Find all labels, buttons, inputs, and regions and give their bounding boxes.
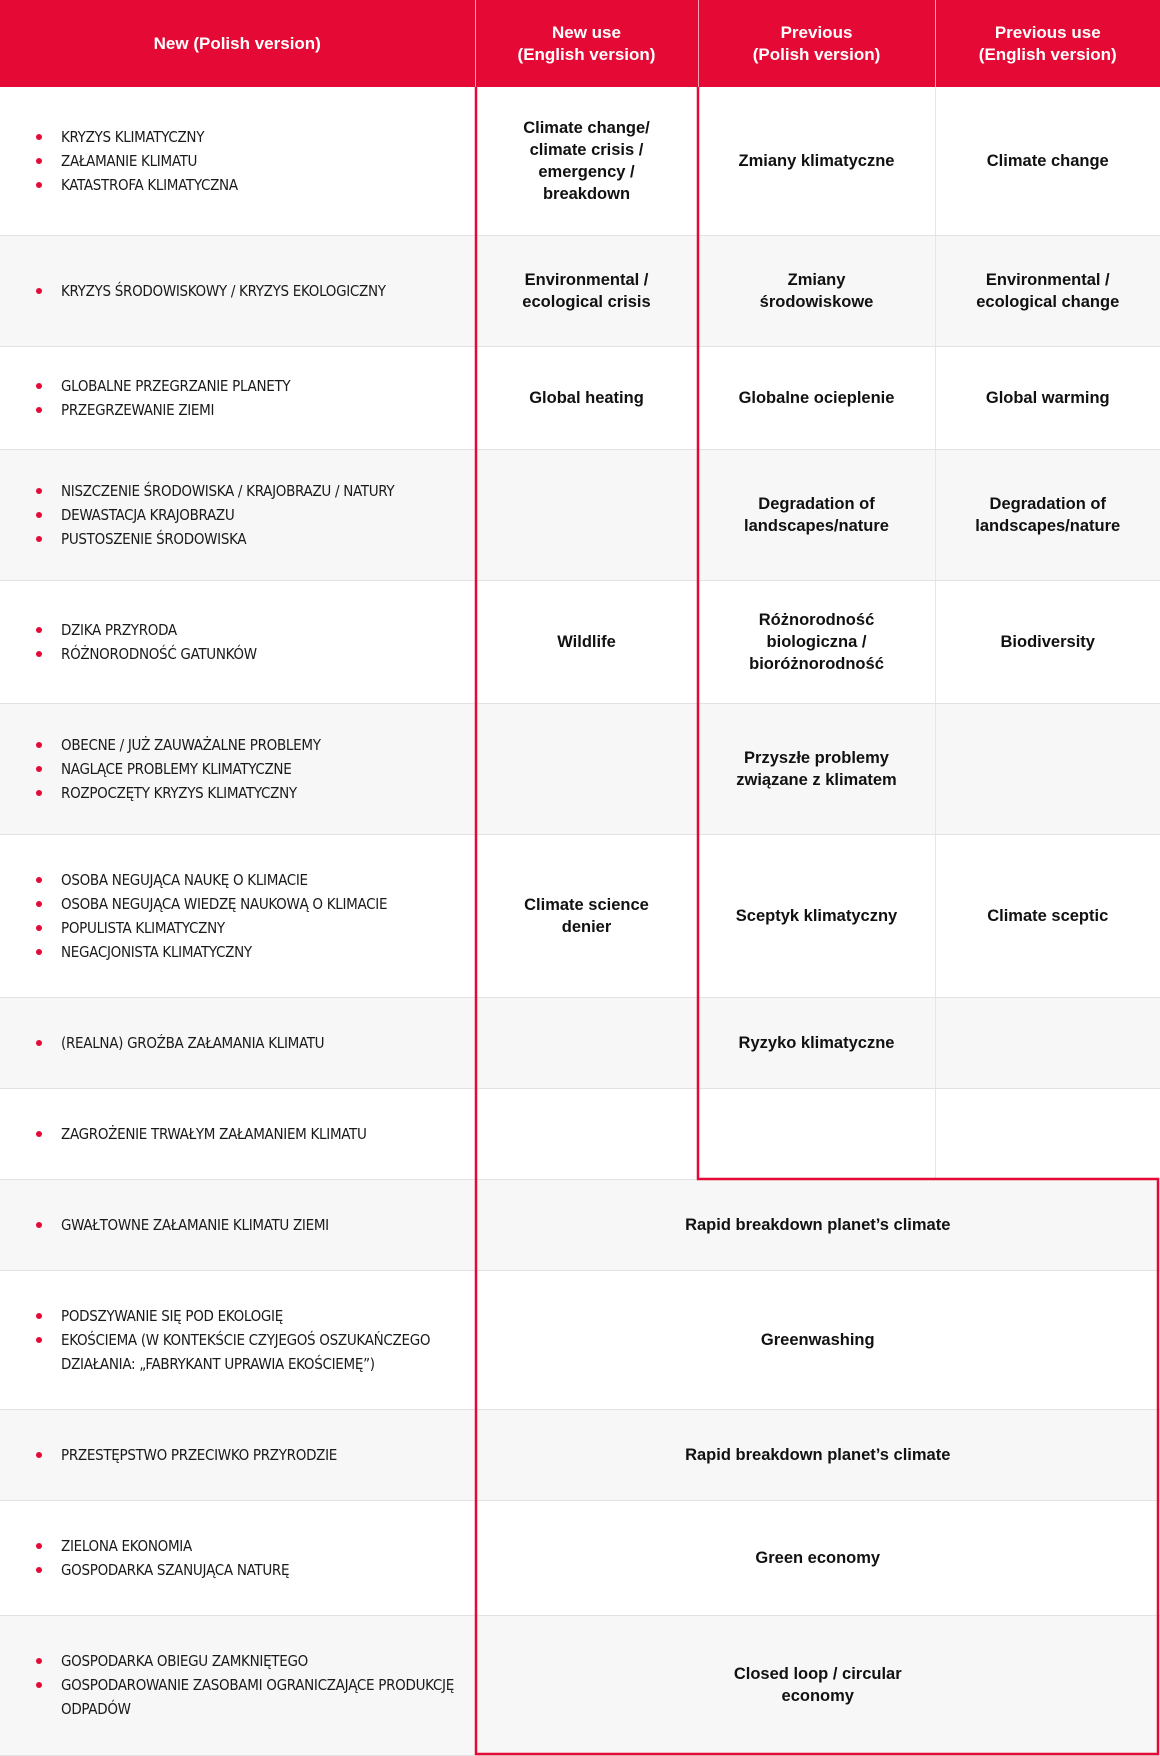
polish-term: NISZCZENIE ŚRODOWISKA / KRAJOBRAZU / NATURY xyxy=(36,479,461,503)
polish-terms-cell xyxy=(0,1088,475,1179)
previous-english-cell xyxy=(935,1088,1160,1179)
polish-terms-cell xyxy=(0,87,475,235)
merged-term-cell: Rapid breakdown planet’s climate xyxy=(475,1179,1160,1270)
polish-term: PRZEGRZEWANIE ZIEMI xyxy=(36,398,461,422)
polish-term: DZIKA PRZYRODA xyxy=(36,618,461,642)
polish-term: GWAŁTOWNE ZAŁAMANIE KLIMATU ZIEMI xyxy=(36,1213,461,1237)
polish-term: GOSPODARKA SZANUJĄCA NATURĘ xyxy=(36,1558,461,1582)
new-english-cell: Wildlife xyxy=(475,580,698,703)
table-row xyxy=(0,1409,1160,1500)
previous-polish-cell xyxy=(698,1088,935,1179)
previous-english-cell: Biodiversity xyxy=(935,580,1160,703)
polish-term: PRZESTĘPSTWO PRZECIWKO PRZYRODZIE xyxy=(36,1443,461,1467)
polish-terms-list xyxy=(36,1649,461,1721)
new-english-cell xyxy=(475,703,698,834)
merged-term-cell: Rapid breakdown planet’s climate xyxy=(475,1409,1160,1500)
new-english-cell xyxy=(475,449,698,580)
previous-english-cell xyxy=(935,703,1160,834)
polish-term: KRYZYS ŚRODOWISKOWY / KRYZYS EKOLOGICZNY xyxy=(36,279,461,303)
polish-term: NEGACJONISTA KLIMATYCZNY xyxy=(36,940,461,964)
polish-terms-list xyxy=(36,1213,461,1237)
new-english-cell: Global heating xyxy=(475,346,698,449)
previous-polish-cell: Przyszłe problemy związane z klimatem xyxy=(698,703,935,834)
polish-terms-cell xyxy=(0,1409,475,1500)
polish-term: RÓŻNORODNOŚĆ GATUNKÓW xyxy=(36,642,461,666)
polish-term: NAGLĄCE PROBLEMY KLIMATYCZNE xyxy=(36,757,461,781)
previous-english-cell: Climate change xyxy=(935,87,1160,235)
polish-terms-cell xyxy=(0,834,475,997)
header-previous-english: Previous use (English version) xyxy=(935,0,1160,87)
polish-terms-list xyxy=(36,733,461,805)
polish-term: KATASTROFA KLIMATYCZNA xyxy=(36,173,461,197)
polish-term: ZAŁAMANIE KLIMATU xyxy=(36,149,461,173)
polish-term: KRYZYS KLIMATYCZNY xyxy=(36,125,461,149)
polish-term: EKOŚCIEMA (W KONTEKŚCIE CZYJEGOŚ OSZUKAŃCZEGO DZIAŁANIA: „FABRYKANT UPRAWIA EKOŚCIEMĘ”) xyxy=(36,1328,461,1376)
header-new-english: New use (English version) xyxy=(475,0,698,87)
polish-term: OBECNE / JUŻ ZAUWAŻALNE PROBLEMY xyxy=(36,733,461,757)
polish-terms-list xyxy=(36,1031,461,1055)
table-row xyxy=(0,580,1160,703)
polish-terms-cell xyxy=(0,1179,475,1270)
previous-english-cell: Degradation of landscapes/nature xyxy=(935,449,1160,580)
polish-terms-list xyxy=(36,868,461,964)
table-row xyxy=(0,834,1160,997)
new-english-cell: Climate science denier xyxy=(475,834,698,997)
polish-term: (REALNA) GROŹBA ZAŁAMANIA KLIMATU xyxy=(36,1031,461,1055)
polish-term: GOSPODARKA OBIEGU ZAMKNIĘTEGO xyxy=(36,1649,461,1673)
table-row xyxy=(0,1088,1160,1179)
polish-terms-cell xyxy=(0,449,475,580)
polish-term: DEWASTACJA KRAJOBRAZU xyxy=(36,503,461,527)
merged-term-cell: Closed loop / circular economy xyxy=(475,1615,1160,1755)
polish-terms-cell xyxy=(0,997,475,1088)
previous-polish-cell: Ryzyko klimatyczne xyxy=(698,997,935,1088)
table-row xyxy=(0,87,1160,235)
polish-terms-list xyxy=(36,1304,461,1376)
polish-term: PODSZYWANIE SIĘ POD EKOLOGIĘ xyxy=(36,1304,461,1328)
merged-term-cell: Greenwashing xyxy=(475,1270,1160,1409)
polish-terms-list xyxy=(36,279,461,303)
polish-term: POPULISTA KLIMATYCZNY xyxy=(36,916,461,940)
polish-term: GOSPODAROWANIE ZASOBAMI OGRANICZAJĄCE PRODUKCJĘ ODPADÓW xyxy=(36,1673,461,1721)
polish-term: ZAGROŻENIE TRWAŁYM ZAŁAMANIEM KLIMATU xyxy=(36,1122,461,1146)
polish-terms-list xyxy=(36,1443,461,1467)
table-body xyxy=(0,87,1160,1755)
previous-polish-cell: Zmiany klimatyczne xyxy=(698,87,935,235)
previous-english-cell: Global warming xyxy=(935,346,1160,449)
table-row xyxy=(0,449,1160,580)
polish-terms-cell xyxy=(0,1500,475,1615)
polish-term: OSOBA NEGUJĄCA WIEDZĘ NAUKOWĄ O KLIMACIE xyxy=(36,892,461,916)
header-new-polish: New (Polish version) xyxy=(0,0,475,87)
table-row xyxy=(0,703,1160,834)
polish-terms-cell xyxy=(0,1615,475,1755)
polish-term: ZIELONA EKONOMIA xyxy=(36,1534,461,1558)
previous-polish-cell: Sceptyk klimatyczny xyxy=(698,834,935,997)
polish-terms-cell xyxy=(0,1270,475,1409)
polish-terms-cell xyxy=(0,346,475,449)
previous-polish-cell: Zmiany środowiskowe xyxy=(698,235,935,346)
new-english-cell xyxy=(475,1088,698,1179)
polish-terms-cell xyxy=(0,703,475,834)
polish-term: GLOBALNE PRZEGRZANIE PLANETY xyxy=(36,374,461,398)
table-row xyxy=(0,1615,1160,1755)
polish-term: ROZPOCZĘTY KRYZYS KLIMATYCZNY xyxy=(36,781,461,805)
new-english-cell: Environmental / ecological crisis xyxy=(475,235,698,346)
new-english-cell: Climate change/ climate crisis / emergency / breakdown xyxy=(475,87,698,235)
polish-terms-list xyxy=(36,618,461,666)
previous-english-cell xyxy=(935,997,1160,1088)
previous-english-cell: Climate sceptic xyxy=(935,834,1160,997)
polish-terms-cell xyxy=(0,235,475,346)
table-row xyxy=(0,346,1160,449)
table-row xyxy=(0,1500,1160,1615)
polish-terms-list xyxy=(36,1122,461,1146)
polish-term: OSOBA NEGUJĄCA NAUKĘ O KLIMACIE xyxy=(36,868,461,892)
previous-polish-cell: Różnorodność biologiczna / bioróżnorodność xyxy=(698,580,935,703)
table-row xyxy=(0,1179,1160,1270)
polish-terms-cell xyxy=(0,580,475,703)
previous-polish-cell: Globalne ocieplenie xyxy=(698,346,935,449)
table-row xyxy=(0,1270,1160,1409)
polish-terms-list xyxy=(36,1534,461,1582)
polish-terms-list xyxy=(36,374,461,422)
table-row xyxy=(0,997,1160,1088)
polish-terms-list xyxy=(36,125,461,197)
new-english-cell xyxy=(475,997,698,1088)
previous-polish-cell: Degradation of landscapes/nature xyxy=(698,449,935,580)
header-row xyxy=(0,0,1160,87)
merged-term-cell: Green economy xyxy=(475,1500,1160,1615)
previous-english-cell: Environmental / ecological change xyxy=(935,235,1160,346)
polish-terms-list xyxy=(36,479,461,551)
header-previous-polish: Previous (Polish version) xyxy=(698,0,935,87)
polish-term: PUSTOSZENIE ŚRODOWISKA xyxy=(36,527,461,551)
table-row xyxy=(0,235,1160,346)
